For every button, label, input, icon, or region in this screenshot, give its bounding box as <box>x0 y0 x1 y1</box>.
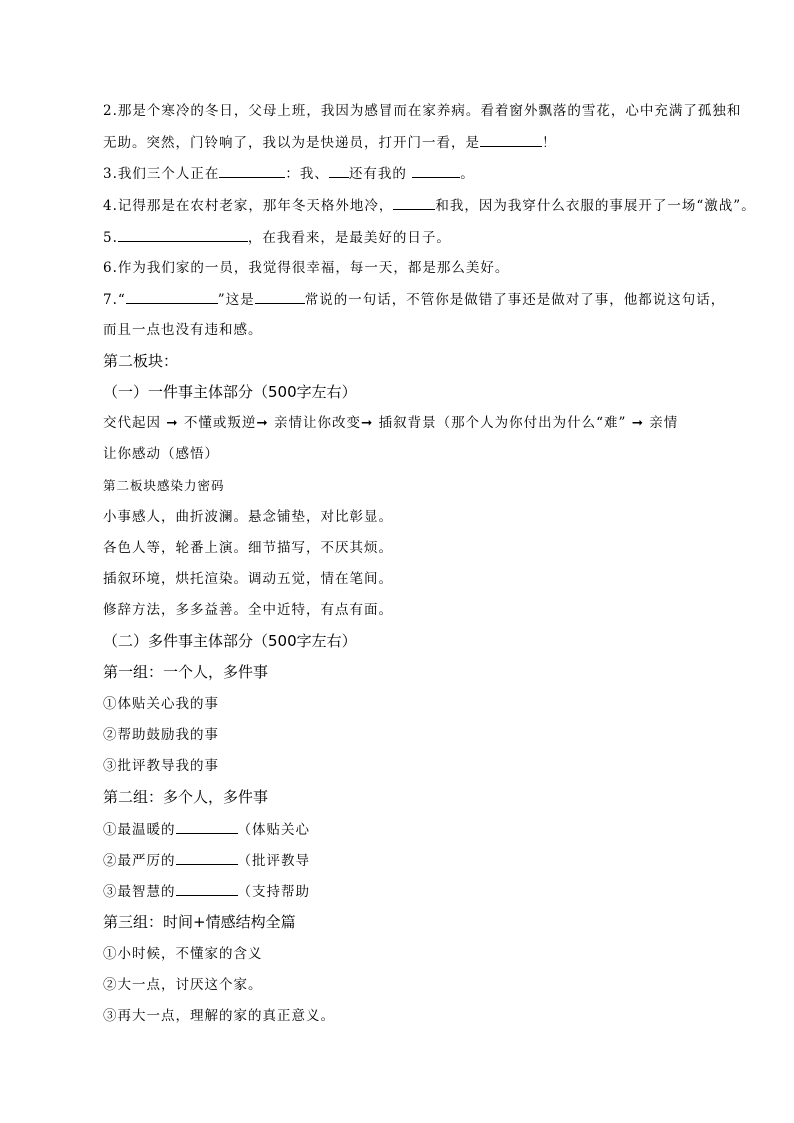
item3-text-c: 还有我的 <box>348 166 407 182</box>
item3-blank-2[interactable] <box>329 163 349 178</box>
item3-text-a: 3.我们三个人正在 <box>103 166 220 182</box>
group1-item-2: ②帮助鼓励我的事 <box>103 727 219 743</box>
item4-line <box>103 195 756 216</box>
item7-blank-2[interactable] <box>255 289 305 304</box>
tip-2: 各色人等，轮番上演。细节描写，不厌其烦。 <box>103 540 393 556</box>
group2-item-2-label: ②最严厉的 <box>103 853 176 869</box>
part1-title: （一）一件事主体部分（500字左右） <box>103 383 357 401</box>
group3-item-1: ①小时候，不懂家的含义 <box>103 946 263 962</box>
item3-line <box>103 163 475 184</box>
item2-line2 <box>103 132 557 153</box>
item4-text-a: 4.记得那是在农村老家，那年冬天格外地冷， <box>103 198 394 214</box>
item5-line <box>103 227 451 248</box>
item5-text: ，在我看来，是最美好的日子。 <box>247 230 451 246</box>
item6-line: 6.作为我们家的一员，我觉得很幸福，每一天，都是那么美好。 <box>103 260 510 276</box>
item7-line1 <box>103 289 725 310</box>
item2-end: ！ <box>542 135 557 151</box>
group1-item-1: ①体贴关心我的事 <box>103 696 219 712</box>
item2-text: 无助。突然，门铃响了，我以为是快递员，打开门一看，是 <box>103 135 480 151</box>
item3-blank-1[interactable] <box>219 163 285 178</box>
item7-text-b: 常说的一句话，不管你是做错了事还是做对了事，他都说这句话， <box>304 292 726 308</box>
group3-item-3: ③再大一点，理解的家的真正意义。 <box>103 1008 335 1024</box>
group1-title: 第一组：一个人，多件事 <box>103 663 269 681</box>
item7-blank-1[interactable] <box>126 289 218 304</box>
item7-text-a: ”这是 <box>217 292 255 308</box>
item2-line1: 2.那是个寒冷的冬日，父母上班，我因为感冒而在家养病。看着窗外飘落的雪花，心中充满了孤独和 <box>103 103 742 119</box>
item5-blank[interactable] <box>118 227 248 242</box>
item4-blank[interactable] <box>393 195 435 210</box>
group2-item-1 <box>103 819 310 840</box>
tip-3: 插叙环境，烘托渲染。调动五觉，情在笔间。 <box>103 571 393 587</box>
item3-end: 。 <box>460 166 475 182</box>
tip-4: 修辞方法，多多益善。全中近特，有点有面。 <box>103 602 393 618</box>
group2-item-3-label: ③最智慧的 <box>103 884 176 900</box>
group2-item-3-note: （支持帮助 <box>237 884 310 900</box>
item3-blank-3[interactable] <box>412 163 460 178</box>
group2-item-3-blank[interactable] <box>176 881 238 896</box>
block2-title: 第二板块： <box>103 352 179 370</box>
group2-item-1-blank[interactable] <box>176 819 238 834</box>
item3-text-b: ：我、 <box>285 166 329 182</box>
group2-item-2 <box>103 850 310 871</box>
item5-num: 5. <box>103 230 118 246</box>
group3-title: 第三组：时间+情感结构全篇 <box>103 913 296 931</box>
group2-title: 第二组：多个人，多件事 <box>103 788 269 806</box>
group2-item-1-note: （体贴关心 <box>237 822 310 838</box>
group2-item-3 <box>103 881 310 902</box>
item7-open: 7.“ <box>103 292 126 308</box>
flow-line1: 交代起因 ➞ 不懂或叛逆➞ 亲情让你改变➞ 插叙背景（那个人为你付出为什么“难” ➞ 亲情 <box>103 415 679 431</box>
item4-text-b: 和我，因为我穿什么衣服的事展开了一场“激战”。 <box>435 198 756 214</box>
flow-line2: 让你感动（感悟） <box>103 446 219 462</box>
group1-item-3: ③批评教导我的事 <box>103 758 219 774</box>
secret-title: 第二板块感染力密码 <box>103 478 225 493</box>
group2-item-2-blank[interactable] <box>176 850 238 865</box>
item2-blank[interactable] <box>480 132 542 147</box>
group3-item-2: ②大一点，讨厌这个家。 <box>103 977 263 993</box>
part2-title: （二）多件事主体部分（500字左右） <box>103 632 357 650</box>
group2-item-1-label: ①最温暖的 <box>103 822 176 838</box>
item7-line2: 而且一点也没有违和感。 <box>103 322 263 338</box>
group2-item-2-note: （批评教导 <box>237 853 310 869</box>
tip-1: 小事感人，曲折波澜。悬念铺垫，对比彰显。 <box>103 509 393 525</box>
